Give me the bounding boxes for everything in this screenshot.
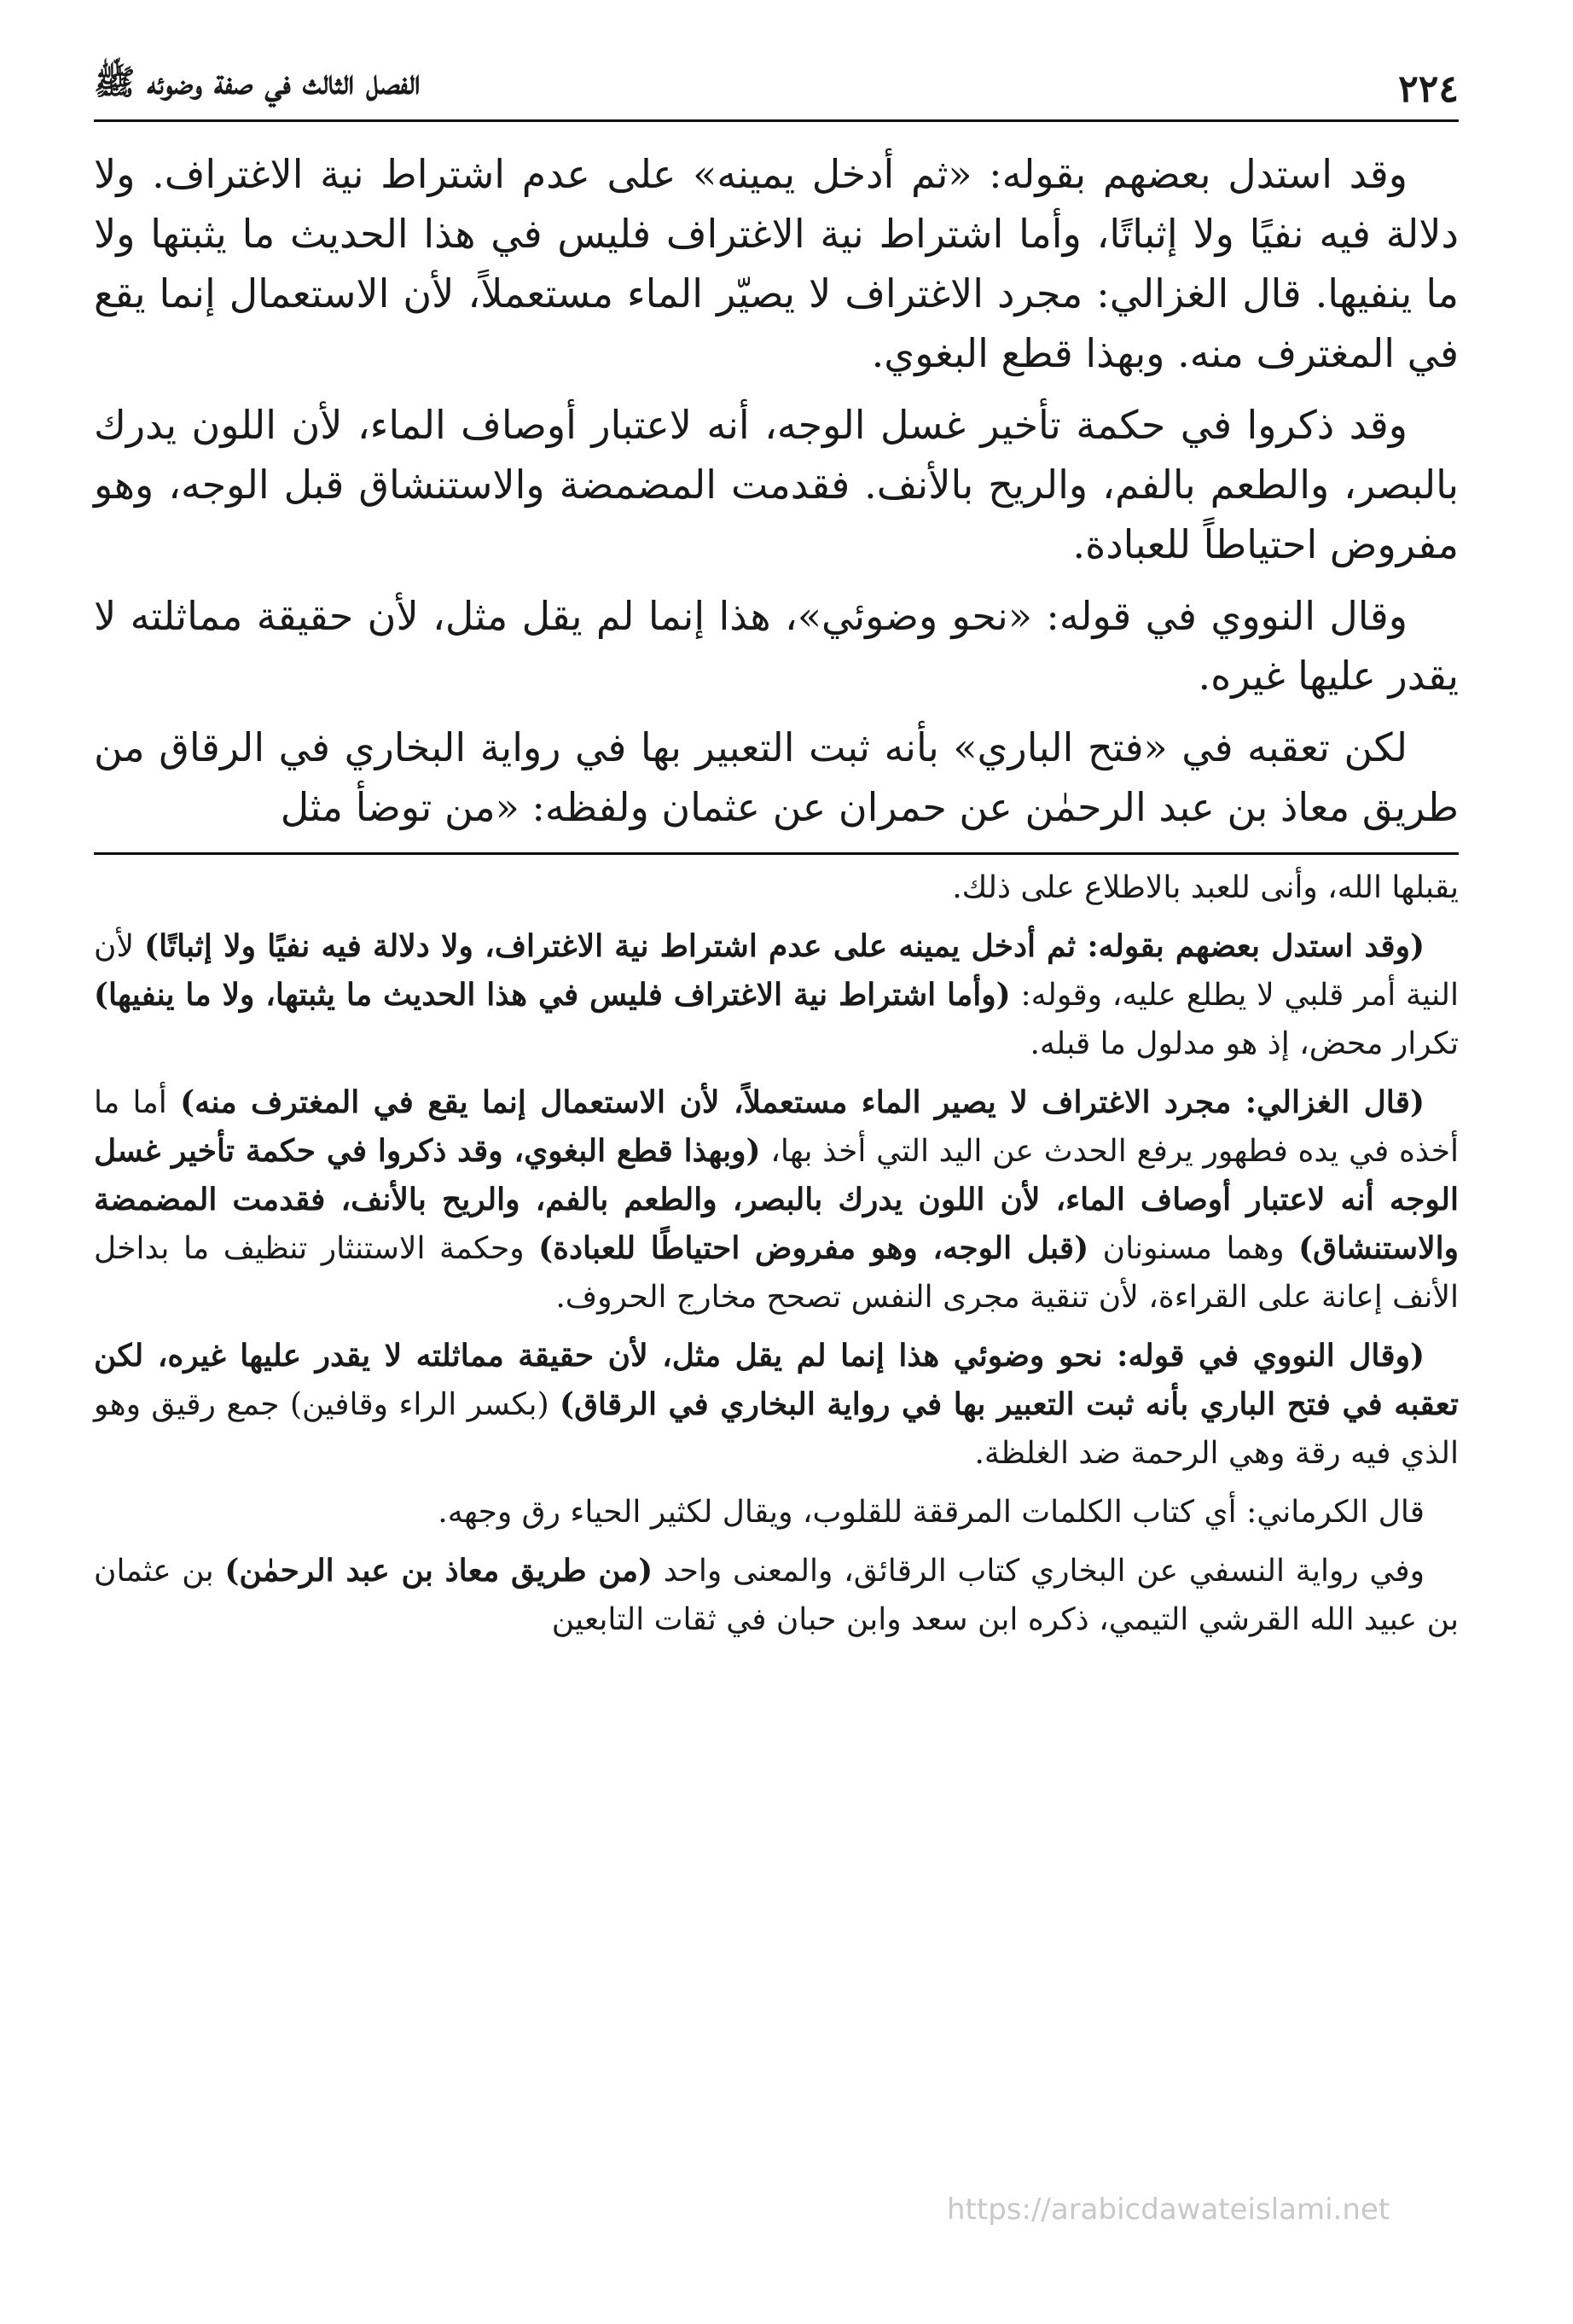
commentary-paragraph [94, 1332, 1459, 1478]
commentary-text-span: يقبلها الله، وأنى للعبد بالاطلاع على ذلك. [952, 870, 1459, 905]
commentary-paragraph [94, 863, 1459, 912]
commentary-text-span: لأن النية أمر قلبي لا يطلع عليه، وقوله: [94, 929, 1459, 1013]
commentary-text-span: قال الكرماني: أي كتاب الكلمات المرققة للقلوب، ويقال لكثير الحياء رق وجهه. [438, 1495, 1425, 1530]
quoted-matn: (وبهذا قطع البغوي، وقد ذكروا في حكمة تأخير غسل الوجه أنه لاعتبار أوصاف الماء، لأن اللون يدرك بالبصر، والطعم بالفم، والريح بالأنف، فقدمت المضمضة والاستنشاق) [94, 1133, 1459, 1266]
section-divider [94, 852, 1459, 855]
commentary-text-span: أما ما أخذه في يده فطهور يرفع الحدث عن اليد التي أخذ بها، [94, 1085, 1459, 1169]
chapter-title: الفصل الثالث في صفة وضوئه ﷺ [94, 62, 421, 102]
commentary-paragraph [94, 922, 1459, 1068]
book-page [94, 51, 1459, 1654]
commentary-text-span: تكرار محض، إذ هو مدلول ما قبله. [1030, 1026, 1459, 1061]
page-number: ٢٢٤ [1398, 67, 1459, 111]
commentary-text [94, 863, 1459, 1644]
commentary-text-span: وفي رواية النسفي عن البخاري كتاب الرقائق، والمعنى واحد [653, 1554, 1425, 1589]
commentary-paragraph [94, 1547, 1459, 1644]
main-paragraph: لكن تعقبه في «فتح الباري» بأنه ثبت التعبير بها في رواية البخاري في الرقاق من طريق معاذ بن عبد الرحمٰن عن حمران عن عثمان ولفظه: «من توضأ مثل [94, 724, 1459, 830]
quoted-matn: (وأما اشتراط نية الاغتراف فليس في هذا الحديث ما يثبتها، ولا ما ينفيها) [94, 977, 1011, 1013]
running-header [94, 51, 1459, 122]
commentary-paragraph [94, 1078, 1459, 1322]
quoted-matn: (من طريق معاذ بن عبد الرحمٰن) [224, 1553, 653, 1589]
commentary-text-span: بن عثمان بن عبيد الله القرشي التيمي، ذكره ابن سعد وابن حبان في ثقات التابعين [94, 1554, 1459, 1637]
commentary-text-span: وحكمة الاستنثار تنظيف ما بداخل الأنف إعانة على القراءة، لأن تنقية مجرى النفس تصحح مخارج الحروف. [94, 1231, 1459, 1315]
commentary-text-span: وهما مسنونان [1088, 1231, 1299, 1266]
quoted-matn: (وقال النووي في قوله: نحو وضوئي هذا إنما لم يقل مثل، لأن حقيقة مماثلته لا يقدر عليها غيره، لكن تعقبه في فتح الباري بأنه ثبت التعبير بها في رواية البخاري في الرقاق) [94, 1338, 1459, 1422]
quoted-matn: (قبل الوجه، وهو مفروض احتياطًا للعبادة) [538, 1230, 1089, 1266]
website-watermark: https://arabicdawateislami.net [947, 2193, 1390, 2227]
main-text [94, 144, 1459, 837]
commentary-paragraph [94, 1488, 1459, 1537]
quoted-matn: (وقد استدل بعضهم بقوله: ثم أدخل يمينه على عدم اشتراط نية الاغتراف، ولا دلالة فيه نفيًا ولا إثباتًا) [144, 928, 1425, 964]
main-paragraph: وقد ذكروا في حكمة تأخير غسل الوجه، أنه لاعتبار أوصاف الماء، لأن اللون يدرك بالبصر، والطعم بالفم، والريح بالأنف. فقدمت المضمضة والاستنشاق قبل الوجه، وهو مفروض احتياطاً للعبادة. [94, 402, 1459, 567]
quoted-matn: (قال الغزالي: مجرد الاغتراف لا يصير الماء مستعملاً، لأن الاستعمال إنما يقع في المغترف منه) [180, 1084, 1425, 1120]
main-paragraph: وقال النووي في قوله: «نحو وضوئي»، هذا إنما لم يقل مثل، لأن حقيقة مماثلته لا يقدر عليها غيره. [94, 593, 1459, 699]
main-paragraph: وقد استدل بعضهم بقوله: «ثم أدخل يمينه» على عدم اشتراط نية الاغتراف. ولا دلالة فيه نفيًا ولا إثباتًا، وأما اشتراط نية الاغتراف فليس في هذا الحديث ما يثبتها ولا ما ينفيها. قال الغزالي: مجرد الاغتراف لا يصيّر الماء مستعملاً، لأن الاستعمال إنما يقع في المغترف منه. وبهذا قطع البغوي. [94, 151, 1459, 376]
commentary-text-span: (بكسر الراء وقافين) جمع رقيق وهو الذي فيه رقة وهي الرحمة ضد الغلظة. [94, 1387, 1459, 1471]
